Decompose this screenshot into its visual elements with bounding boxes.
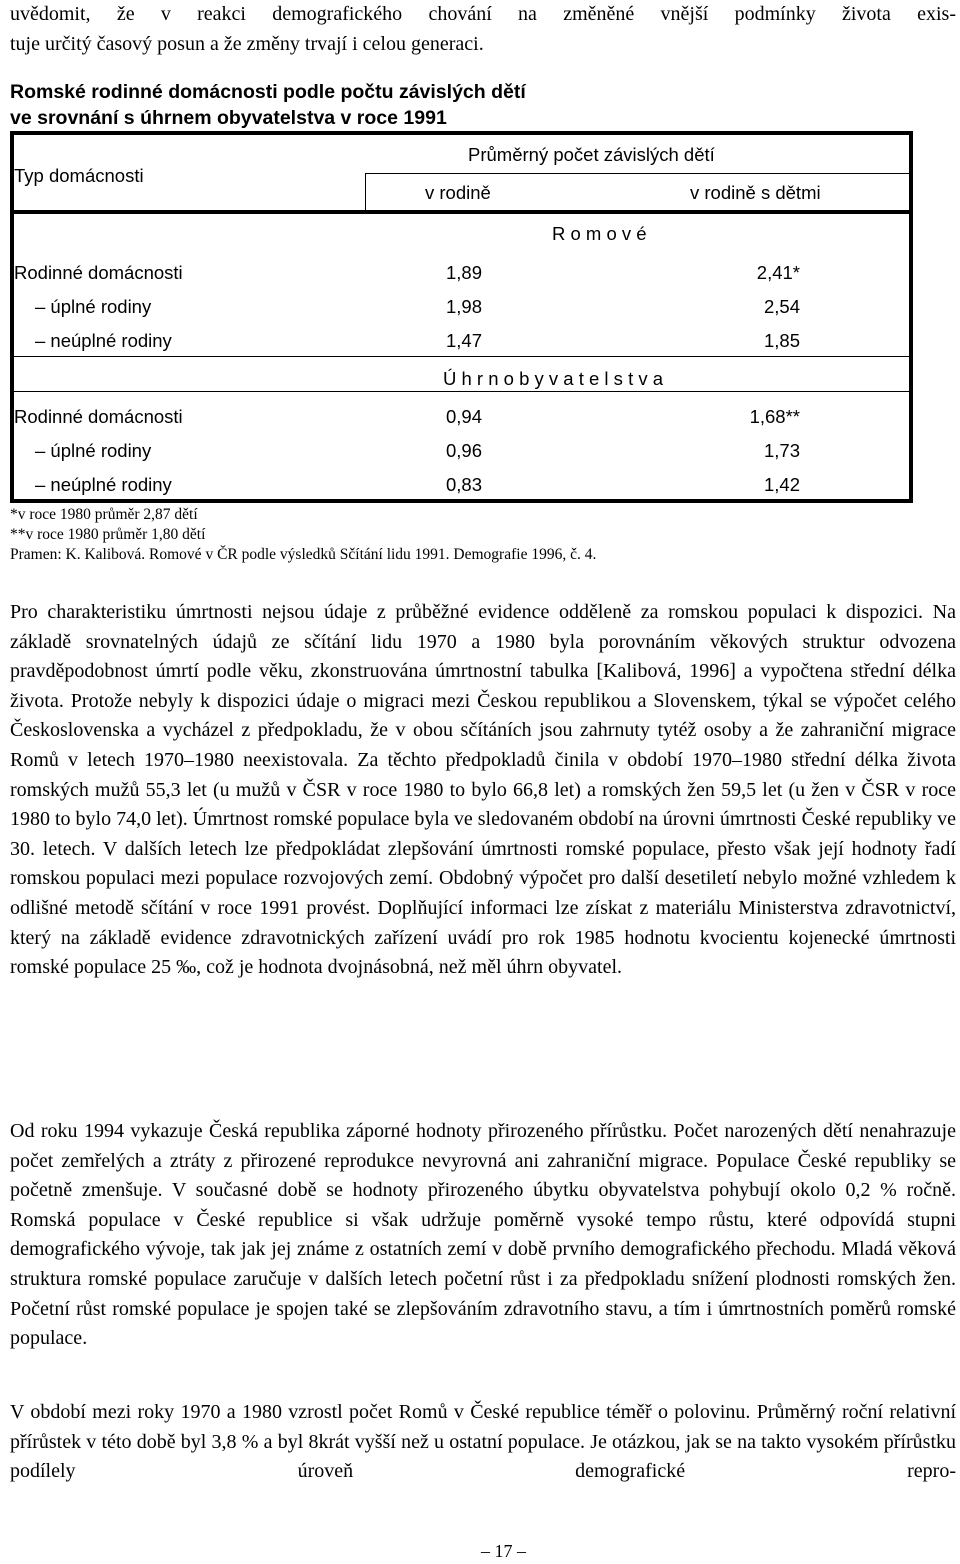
section-rule-top [14,356,909,357]
section-total: Ú h r n o b y v a t e l s t v a [443,368,664,389]
cell-v-rodine: 0,96 [445,440,482,461]
table-notes [10,505,596,565]
table-caption-line-2: ve srovnání s úhrnem obyvatelstva v roce 1991 [10,107,447,129]
cell-v-rodine: 0,83 [445,474,482,495]
header-divider-v [365,173,366,210]
table-caption-line-1: Romské rodinné domácnosti podle počtu závislých dětí [10,81,526,103]
paragraph-text: V období mezi roky 1970 a 1980 vzrostl počet Romů v České republice téměř o polovinu. Průměrný roční relativní přírůstek v této době byl 3,8 % a byl 8krát vyšší než u ostatní populace. Je otázkou, jak se na takto vysokém přírůstku podílely úroveň demografické repro- [10,1401,956,1483]
cell-s-detmi: 1,42 [763,474,800,495]
cell-s-detmi: 1,85 [763,330,800,351]
cell-s-detmi: 2,41* [756,262,800,283]
col-header-with-children: v rodině s dětmi [690,182,821,203]
row-label: – úplné rodiny [35,296,152,317]
cell-s-detmi: 1,68** [749,406,800,427]
row-label: Rodinné domácnosti [14,406,183,427]
table-caption [10,79,526,131]
paragraph-roma-growth [10,1398,956,1487]
cell-v-rodine: 0,94 [445,406,482,427]
intro-paragraph [10,0,956,59]
paragraph-text: Pro charakteristiku úmrtnosti nejsou údaje z průběžné evidence odděleně za romskou populaci k dispozici. Na základě srovnatelných údajů ze sčítání lidu 1970 a 1980 byla porovnáním věkových struktur odvozena pravděpodobnost úmrtí podle věku, zkonstruována úmrtnostní tabulka [Kalibová, 1996] a vypočtena střední délka života. Protože nebyly k dispozici údaje o migraci mezi Českou republikou a Slovenskem, týkal se výpočet celého Československa a vycházel z předpokladu, že v obou sčítáních jsou zahrnuty tytéž osoby a že zahraniční migrace Romů v letech 1970–1980 neexistovala. Za těchto předpokladů činila v období 1970–1980 střední délka života romských mužů 55,3 let (u mužů v ČSR v roce 1980 to bylo 66,8 let) a romských žen 59,5 let (u žen v ČSR v roce 1980 to bylo 74,0 let). Úmrtnost romské populace byla ve sledovaném období na úrovni úmrtnosti České republiky ve 30. letech. V dalších letech lze předpokládat zlepšování úmrtnosti romské populace, přesto však její hodnoty řadí romskou populaci mezi populace rozvojových zemí. Obdobný výpočet pro další desetiletí nebylo možné vzhledem k odlišné metodě sčítání v roce 1991 provést. Doplňující informaci lze získat z materiálu Ministerstva zdravotnictví, který na základě evidence zdravotnických zařízení uvádí pro rok 1985 hodnotu kvocientu kojenecké úmrtnosti romské populace 25 ‰, což je hodnota dvojnásobná, než měl úhrn obyvatel. [10,601,956,979]
header-bottom-rule [14,210,909,214]
row-label: – neúplné rodiny [35,474,172,495]
data-table [10,131,913,503]
intro-line-2: tuje určitý časový posun a že změny trvají i celou generaci. [10,32,484,55]
cell-s-detmi: 1,73 [763,440,800,461]
row-label: Rodinné domácnosti [14,262,183,283]
col-header-family: v rodině [425,182,491,203]
paragraph-text: Od roku 1994 vykazuje Česká republika záporné hodnoty přirozeného přírůstku. Počet narozených dětí nenahrazuje počet zemřelých a ztráty z přirozené reprodukce nevyrovná ani zahraniční migrace. Populace České republiky se početně zmenšuje. V současné době se hodnoty přirozeného úbytku obyvatelstva pohybují okolo 0,2 % ročně. Romská populace v České republice si však udržuje poměrně vysoké tempo růstu, které odpovídá stupni demografického vývoje, tak jak jej známe z ostatních zemí v době prvního demografického přechodu. Mladá věková struktura romské populace zaručuje v dalších letech početní růst i za předpokladu snížení plodnosti romských žen. Početní růst romské populace je spojen také se zlepšováním zdravotního stavu, a tím i úmrtnostních poměrů romské populace. [10,1120,956,1350]
page-number: – 17 – [481,1541,526,1561]
paragraph-mortality [10,598,956,983]
note-2: **v roce 1980 průměr 1,80 dětí [10,526,206,543]
row-label: – úplné rodiny [35,440,152,461]
row-label: – neúplné rodiny [35,330,172,351]
section-romove: R o m o v é [552,223,647,244]
cell-v-rodine: 1,47 [445,330,482,351]
col-header-group: Průměrný počet závislých dětí [468,144,715,165]
table-source: Pramen: K. Kalibová. Romové v ČR podle výsledků Sčítání lidu 1991. Demografie 1996, č. 4. [10,546,597,563]
paragraph-population-growth [10,1117,956,1354]
note-1: *v roce 1980 průměr 2,87 dětí [10,506,198,523]
cell-v-rodine: 1,98 [445,296,482,317]
intro-line-1: uvědomit, že v reakci demografického chování na změněné vnější podmínky života exis- [10,3,956,25]
cell-v-rodine: 1,89 [445,262,482,283]
cell-s-detmi: 2,54 [763,296,800,317]
col-header-type: Typ domácnosti [14,165,144,186]
header-divider-h [365,173,909,174]
section-rule-bottom [14,391,909,392]
